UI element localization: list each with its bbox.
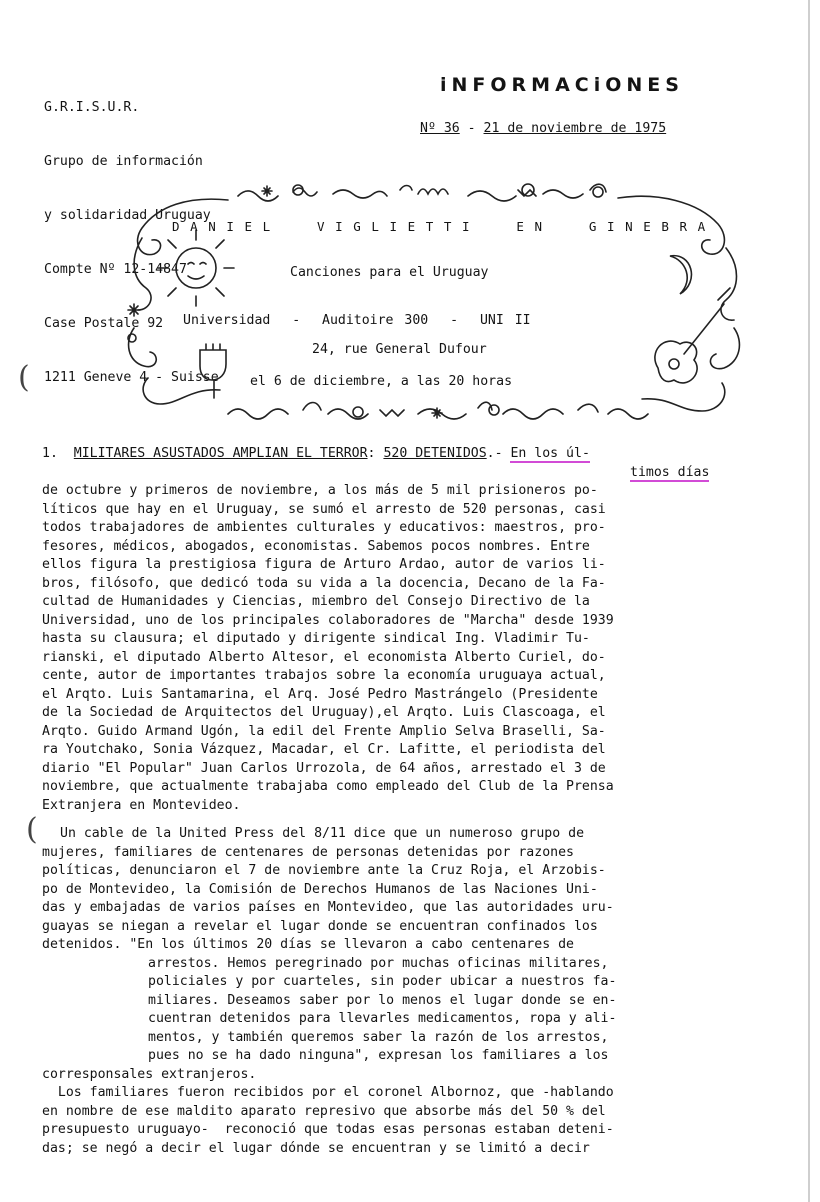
text-line: políticas, denunciaron el 7 de noviembre ante la Cruz Roja, el Arzobis- xyxy=(42,863,606,878)
quote-line: mentos, y también queremos saber la razón de los arrestos, xyxy=(148,1029,609,1045)
paragraph-2 xyxy=(42,825,742,1084)
event-subtitle: Canciones para el Uruguay xyxy=(290,265,489,280)
text-line: cente, autor de importantes trabajos sobre la economía uruguaya actual, xyxy=(42,668,606,683)
event-address: 24, rue General Dufour xyxy=(312,342,487,357)
text-line: noviembre, que actualmente trabajaba como empleado del Club de la Prensa xyxy=(42,779,614,794)
highlighted-text: timos días xyxy=(630,464,710,480)
article-headline-count: 520 DETENIDOS xyxy=(383,446,487,461)
text-line: mujeres, familiares de centenares de personas detenidas por razones xyxy=(42,844,574,860)
paragraph-gap xyxy=(42,815,742,825)
text-line: en nombre de ese maldito aparato represivo que absorbe más del 50 % del xyxy=(42,1103,606,1119)
highlighted-text: En los úl- xyxy=(510,446,590,461)
text-line: rianski, el diputado Alberto Altesor, el economista Alberto Curiel, do- xyxy=(42,649,606,665)
text-line: todos trabajadores de ambientes culturales y educativos: maestros, pro- xyxy=(42,520,606,535)
paragraph-1 xyxy=(42,482,742,815)
margin-bracket-icon: ( xyxy=(26,812,38,847)
text-line: das; se negó a decir el lugar dónde se encuentran y se limitó a decir xyxy=(42,1140,590,1156)
text-line: Extranjera en Montevideo. xyxy=(42,797,241,813)
masthead-title: iNFORMACiONES xyxy=(440,74,684,96)
text-line: Un cable de la United Press del 8/11 dice que un numeroso grupo de xyxy=(60,826,585,841)
page-edge xyxy=(808,0,810,1202)
quote-line: arrestos. Hemos peregrinado por muchas oficinas militares, xyxy=(148,955,609,971)
issue-date: 21 de noviembre de 1975 xyxy=(483,121,667,136)
text-line: fesores, médicos, abogados, economistas. Sabemos pocos nombres. Entre xyxy=(42,538,590,554)
quote-line: policiales y por cuarteles, sin poder ubicar a nuestros fa- xyxy=(148,974,617,989)
text-line: cultad de Humanidades y Ciencias, miembro del Consejo Directivo de la xyxy=(42,594,590,609)
text-line: corresponsales extranjeros. xyxy=(42,1066,257,1082)
quote-line: pues no se ha dado ninguna", expresan los familiares a los xyxy=(148,1048,609,1063)
org-line: 1211 Geneve 4 - Suisse xyxy=(44,370,219,385)
text-line: de la Sociedad de Arquitectos del Uruguay),el Arqto. Luis Clascoaga, el xyxy=(42,705,606,720)
org-line: y solidaridad Uruguay xyxy=(44,208,211,223)
text-line: el Arqto. Luis Santamarina, el Arq. José Pedro Mastrángelo (Presidente xyxy=(42,686,598,702)
paragraph-3 xyxy=(42,1084,742,1158)
quote-line: cuentran detenidos para llevarles medicamentos, ropa y ali- xyxy=(148,1011,617,1026)
org-line: Grupo de información xyxy=(44,154,203,169)
quote-line: miliares. Deseamos saber por lo menos el lugar donde se en- xyxy=(148,992,617,1008)
article-headline: MILITARES ASUSTADOS AMPLIAN EL TERROR xyxy=(73,446,368,461)
event-title: DANIEL VIGLIETTI EN GINEBRA xyxy=(172,219,716,234)
org-line: Case Postale 92 xyxy=(44,316,164,331)
text-line xyxy=(42,464,742,483)
event-ornament-frame xyxy=(118,178,758,428)
article-headline-line: 1. MILITARES ASUSTADOS AMPLIAN EL TERROR: 520 DETENIDOS.- En los úl- xyxy=(42,446,590,461)
event-venue: Universidad - Auditoire 300 - UNI II xyxy=(183,313,531,328)
text-line: hasta su clausura; el diputado y dirigente sindical Ing. Vladimir Tu- xyxy=(42,631,590,646)
text-line: bros, filósofo, que dedicó toda su vida a la docencia, Decano de la Fa- xyxy=(42,575,606,591)
text-line: detenidos. "En los últimos 20 días se llevaron a cabo centenares de xyxy=(42,937,574,952)
text-line: das y embajadas de varios países en Montevideo, que las autoridades uru- xyxy=(42,900,614,915)
event-datetime: el 6 de diciembre, a las 20 horas xyxy=(250,374,513,389)
text-line: ellos figura la prestigiosa figura de Arturo Ardao, autor de varios li- xyxy=(42,557,606,572)
text-line: ra Youtchako, Sonia Vázquez, Macadar, el Cr. Lafitte, el periodista del xyxy=(42,742,606,757)
text-line: presupuesto uruguayo- reconoció que todas esas personas estaban deteni- xyxy=(42,1122,614,1137)
issue-number: Nº 36 xyxy=(420,121,460,136)
text-line: po de Montevideo, la Comisión de Derechos Humanos de las Naciones Uni- xyxy=(42,881,598,897)
text-line: Universidad, uno de los principales colaboradores de "Marcha" desde 1939 xyxy=(42,612,614,628)
margin-bracket-icon: ( xyxy=(18,360,30,395)
article-number: 1. xyxy=(42,446,58,461)
text-line: Arqto. Guido Armand Ugón, la edil del Frente Amplio Selva Braselli, Sa- xyxy=(42,723,606,739)
text-line: de octubre y primeros de noviembre, a los más de 5 mil prisioneros po- xyxy=(42,483,598,498)
ornament-border-icon xyxy=(118,178,758,428)
org-line: G.R.I.S.U.R. xyxy=(44,100,140,115)
issue-line: Nº 36 - 21 de noviembre de 1975 xyxy=(420,121,667,136)
text-line: líticos que hay en el Uruguay, se sumó el arresto de 520 personas, casi xyxy=(42,501,606,517)
text-line: Los familiares fueron recibidos por el coronel Albornoz, que -hablando xyxy=(42,1085,614,1100)
org-line: Compte Nº 12-14847 xyxy=(44,262,187,277)
text-line: diario "El Popular" Juan Carlos Urrozola, de 64 años, arrestado el 3 de xyxy=(42,760,606,776)
text-line: guayas se niegan a revelar el lugar donde se encuentran confinados los xyxy=(42,918,598,934)
article-body xyxy=(42,445,742,1158)
